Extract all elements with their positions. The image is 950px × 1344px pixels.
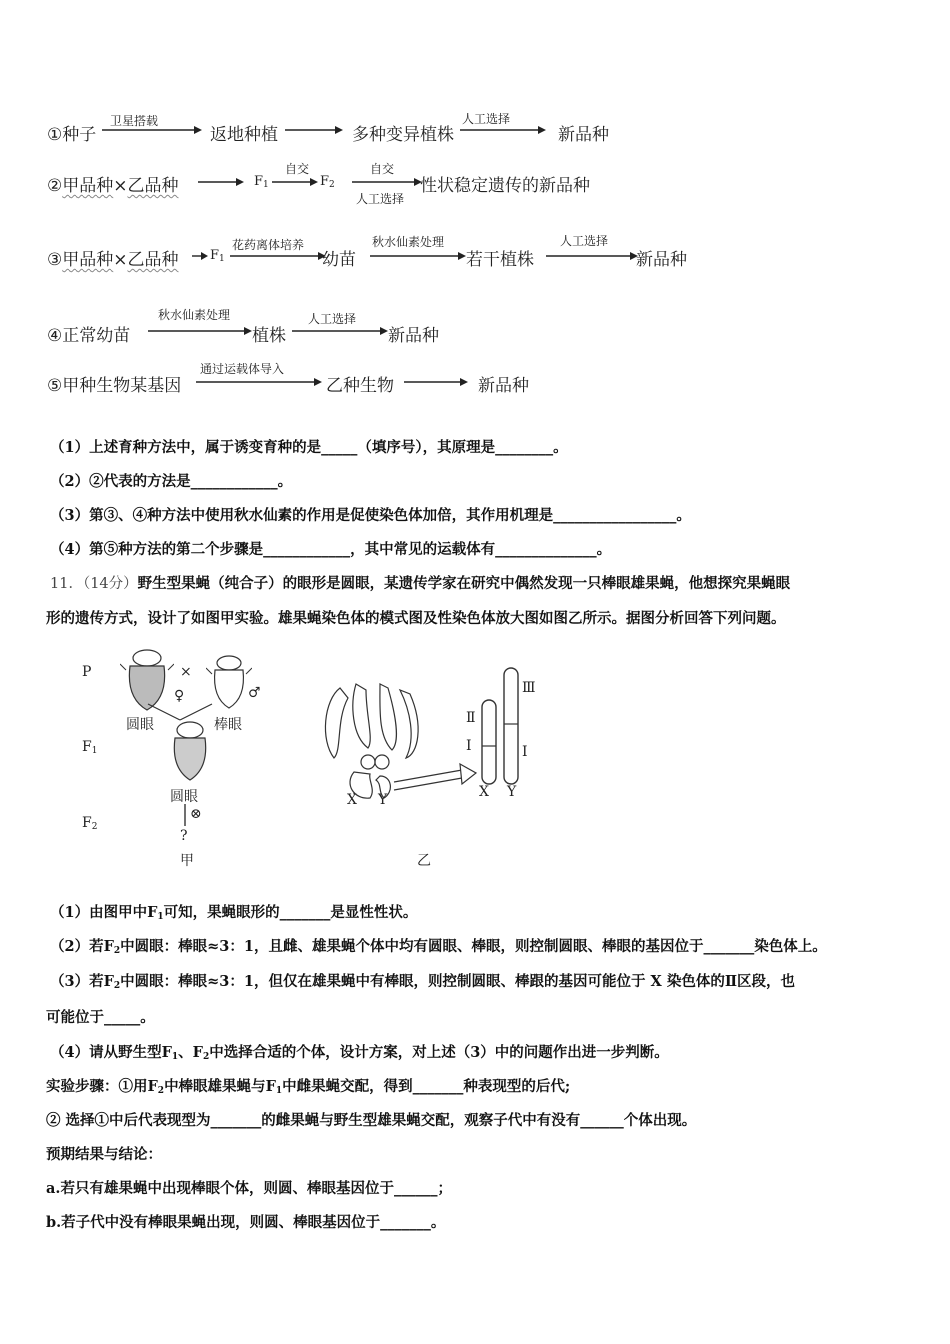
fig-jia-F2: $F_2$: [82, 815, 98, 832]
q11-result-a: a.若只有雄果蝇中出现棒眼个体，则圆、棒眼基因位于______；: [46, 1180, 452, 1197]
q11-s3-line1: （3）若$F_2$中圆眼：棒眼≈3：1，但仅在雄果蝇中有棒眼，则控制圆眼、棒跟的基因可能位于 X 染色体的Ⅱ区段，也: [50, 973, 796, 991]
fig-yi-Y: Y: [378, 792, 388, 808]
q11-s1: （1）由图甲中$F_1$可知，果蝇眼形的_______是显性性状。: [50, 904, 418, 922]
arrow-icon: [148, 325, 252, 337]
r4-step2: 植株: [252, 326, 286, 346]
r4-arrow2-label: 人工选择: [308, 312, 357, 326]
sex-chromosome-image: [478, 660, 528, 790]
arrow-icon: [404, 376, 468, 388]
q11-score: （14分）: [82, 576, 138, 592]
q11-s2: （2）若$F_2$中圆眼：棒眼≈3：1，且雌、雄果蝇个体中均有圆眼、棒眼，则控制圆眼、棒眼的基因位于_______染色体上。: [50, 938, 827, 956]
r3-end: 新品种: [636, 250, 687, 270]
r3-arrow2-label: 秋水仙素处理: [372, 235, 445, 249]
arrow-icon: [352, 176, 422, 188]
fig-yi-region-I: Ⅰ: [466, 738, 472, 754]
q10-line3: （3）第③、④种方法中使用秋水仙素的作用是促使染色体加倍，其作用机理是_________________。: [50, 507, 691, 524]
r2-arrow3-label-top: 自交: [370, 162, 395, 176]
r2-arrow2-label: 自交: [285, 162, 310, 176]
r2-start: ②甲品种×乙品种: [47, 176, 179, 196]
female-symbol: ♀: [174, 688, 185, 704]
fig-yi-caption: 乙: [417, 853, 431, 869]
fig-yi-region-I-right: Ⅰ: [522, 744, 528, 760]
arrow-icon: [370, 250, 466, 262]
r1-step2: 返地种植: [210, 125, 278, 145]
q11-number: 11．: [50, 576, 83, 592]
r4-end: 新品种: [388, 326, 439, 346]
r5-end: 新品种: [478, 376, 529, 396]
r1-arrow3-label: 人工选择: [462, 112, 511, 126]
fig-jia-caption: 甲: [180, 853, 194, 869]
q10-line4: （4）第⑤种方法的第二个步骤是____________，其中常见的运载体有______________。: [50, 541, 612, 558]
r3-arrow1-label: 花药离体培养: [232, 238, 305, 252]
r4-start: ④正常幼苗: [47, 326, 131, 346]
q10-line2: （2）②代表的方法是____________。: [50, 473, 293, 490]
r3-step2: 幼苗: [322, 250, 356, 270]
fig-yi-X: X: [347, 792, 357, 808]
cross-symbol: ×: [180, 664, 192, 680]
r5-arrow1-label: 通过运载体导入: [200, 362, 285, 376]
fig-yi-X2: X: [479, 784, 489, 800]
r1-arrow1-label: 卫星搭载: [110, 114, 159, 128]
q10-line1: （1）上述育种方法中，属于诱变育种的是_____（填序号），其原理是________。: [50, 439, 568, 456]
r1-step3: 多种变异植株: [352, 125, 454, 145]
q11-result-b: b.若子代中没有棒眼果蝇出现，则圆、棒眼基因位于_______。: [46, 1214, 446, 1231]
fig-jia-F1: $F_1$: [82, 739, 98, 756]
r2-f2: $F_2$: [320, 174, 335, 190]
self-cross-line: [182, 804, 188, 826]
arrow-icon: [198, 176, 244, 188]
q11-intro-line1: 11．（14分）野生型果蝇（纯合子）的眼形是圆眼，某遗传学家在研究中偶然发现一只棒眼雄果蝇，他想探究果蝇眼: [50, 575, 791, 592]
fig-jia-f1-round-eye: 圆眼: [170, 789, 198, 805]
arrow-icon: [292, 325, 388, 337]
arrow-icon: [230, 250, 326, 262]
male-symbol: ♂: [248, 685, 261, 701]
r5-step2: 乙种生物: [326, 376, 394, 396]
r5-start: ⑤甲种生物某基因: [47, 376, 182, 396]
fig-yi-region-III: Ⅲ: [522, 680, 536, 696]
q11-step2: ② 选择①中后代表现型为_______的雌果蝇与野生型雄果蝇交配，观察子代中有没有______个体出现。: [46, 1112, 697, 1129]
f1-fly-image: [166, 720, 214, 784]
r1-end: 新品种: [558, 125, 609, 145]
r3-arrow3-label: 人工选择: [560, 234, 609, 248]
q11-expect: 预期结果与结论：: [46, 1146, 162, 1163]
q11-intro-line2: 形的遗传方式，设计了如图甲实验。雄果蝇染色体的模式图及性染色体放大图如图乙所示。据图分析回答下列问题。: [46, 610, 786, 627]
arrow-icon: [272, 176, 318, 188]
fig-jia-P: P: [82, 664, 92, 680]
r3-f1: $F_1$: [210, 248, 225, 264]
fig-yi-Y2: Y: [507, 784, 517, 800]
r3-step3: 若干植株: [466, 250, 534, 270]
fig-yi-region-II: Ⅱ: [466, 710, 476, 726]
q11-s4: （4）请从野生型$F_1$、$F_2$中选择合适的个体，设计方案，对上述（3）中的问题作出进一步判断。: [50, 1044, 669, 1062]
r2-arrow3-label-bottom: 人工选择: [356, 192, 405, 206]
arrow-icon: [285, 124, 343, 136]
r2-end: 性状稳定遗传的新品种: [420, 176, 590, 196]
r1-start: ①种子: [47, 125, 97, 145]
self-cross-icon: ⊗: [190, 806, 202, 822]
arrow-icon: [196, 376, 322, 388]
arrow-icon: [546, 250, 638, 262]
arrow-icon: [102, 124, 202, 136]
fig-jia-round-eye: 圆眼: [126, 717, 154, 733]
arrow-icon: [460, 124, 546, 136]
r2-f1: $F_1$: [254, 174, 269, 190]
arrow-icon: [192, 250, 208, 262]
fig-jia-question: ?: [180, 828, 188, 844]
r3-start: ③甲品种×乙品种: [47, 250, 179, 270]
chromosome-set-image: [310, 680, 480, 800]
q11-s3-line2: 可能位于_____。: [46, 1009, 155, 1026]
fig-jia-bar-eye: 棒眼: [214, 717, 242, 733]
q11-step1: 实验步骤：①用$F_2$中棒眼雄果蝇与$F_1$中雌果蝇交配，得到_______种表现型的后代;: [46, 1078, 571, 1096]
r4-arrow1-label: 秋水仙素处理: [158, 308, 231, 322]
